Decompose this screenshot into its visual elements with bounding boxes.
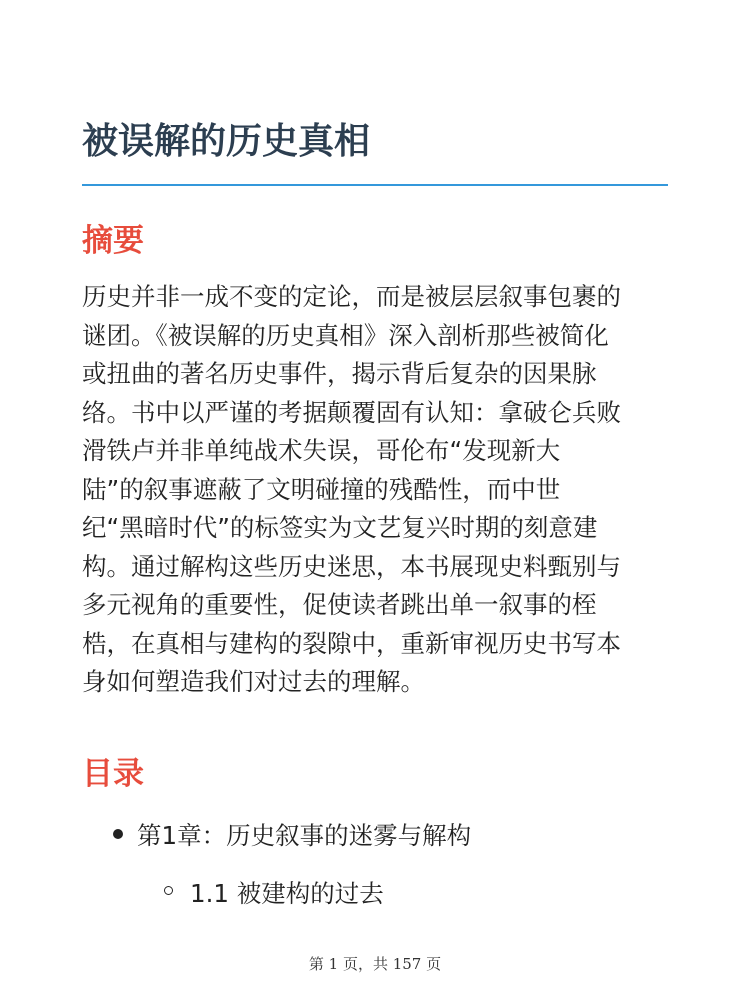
abstract-line: 构。通过解构这些历史迷思，本书展现史料甄别与 bbox=[82, 551, 621, 581]
abstract-line: 络。书中以严谨的考据颠覆固有认知：拿破仑兵败 bbox=[82, 397, 621, 427]
toc-heading: 目录 bbox=[82, 756, 144, 792]
abstract-line: 或扭曲的著名历史事件，揭示背后复杂的因果脉 bbox=[82, 359, 597, 388]
abstract-heading: 摘要 bbox=[82, 223, 144, 259]
abstract-line: 滑铁卢并非单纯战术失误，哥伦布“发现新大 bbox=[82, 436, 561, 465]
toc-item-section-1-1[interactable]: 1.1 被建构的过去 bbox=[190, 879, 384, 908]
abstract-line: 谜团。《被误解的历史真相》深入剖析那些被简化 bbox=[82, 320, 609, 350]
abstract-paragraph bbox=[82, 278, 672, 702]
title-divider bbox=[82, 184, 668, 186]
abstract-line: 梏，在真相与建构的裂隙中，重新审视历史书写本 bbox=[82, 628, 621, 658]
abstract-line: 身如何塑造我们对过去的理解。 bbox=[82, 667, 425, 696]
abstract-line: 陆”的叙事遮蔽了文明碰撞的残酷性，而中世 bbox=[82, 474, 561, 504]
toc-bullet-circle-icon bbox=[164, 886, 173, 895]
document-title: 被误解的历史真相 bbox=[82, 121, 371, 162]
abstract-line: 历史并非一成不变的定论，而是被层层叙事包裹的 bbox=[82, 282, 621, 311]
page-number-footer: 第 1 页，共 157 页 bbox=[308, 955, 442, 973]
toc-item-chapter-1[interactable]: 第1章：历史叙事的迷雾与解构 bbox=[137, 821, 472, 850]
abstract-line: 纪“黑暗时代”的标签实为文艺复兴时期的刻意建 bbox=[82, 513, 598, 542]
toc-bullet-disc-icon bbox=[113, 829, 123, 839]
abstract-line: 多元视角的重要性，促使读者跳出单一叙事的桎 bbox=[82, 590, 597, 619]
